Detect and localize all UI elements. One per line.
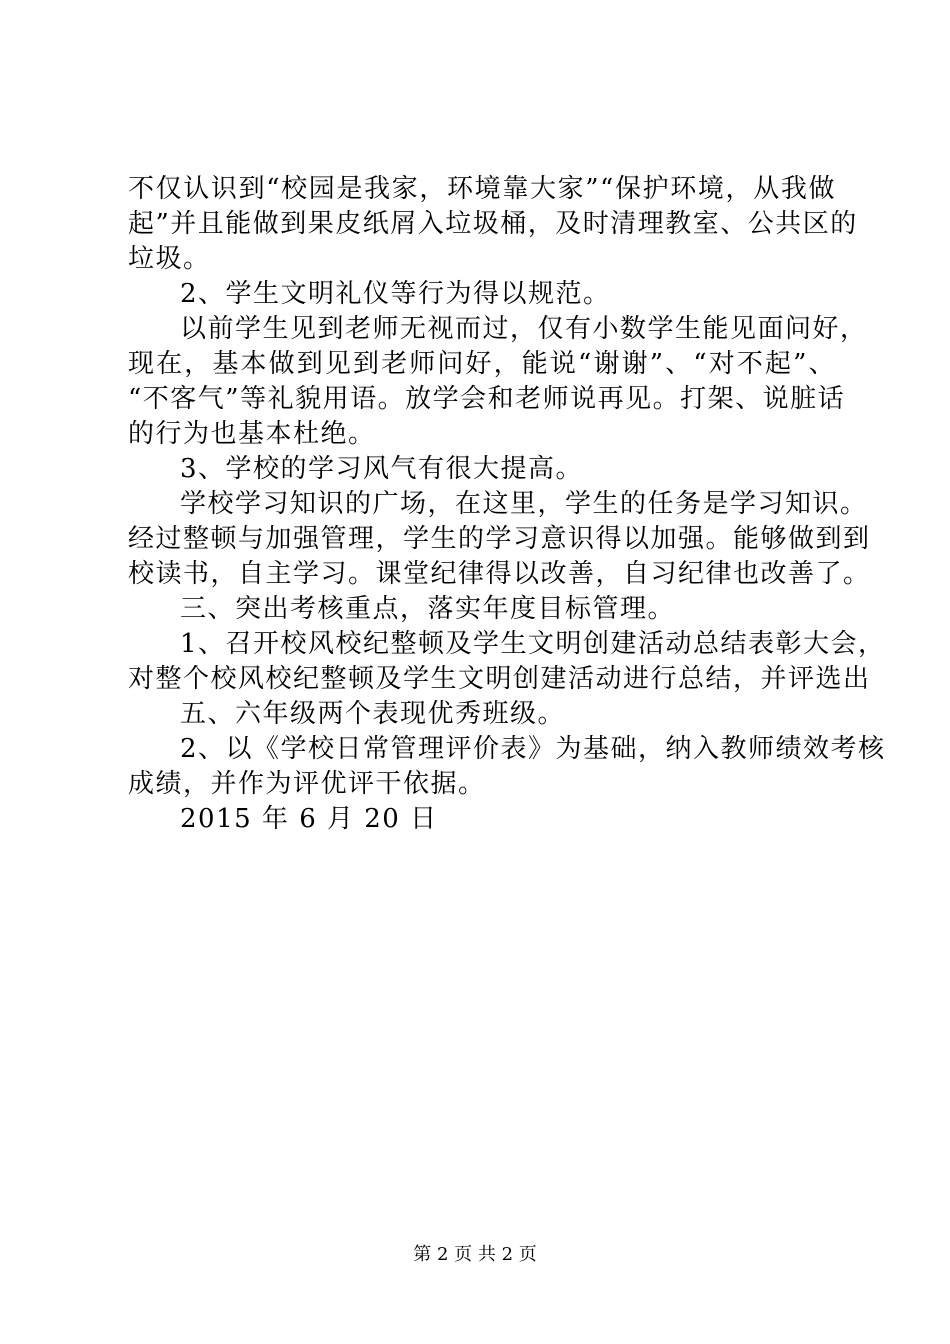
section-heading: 2、学生文明礼仪等行为得以规范。	[180, 279, 611, 309]
paragraph-line: 现在，基本做到见到老师问好，能说“谢谢”、“对不起”、	[128, 349, 836, 379]
section-heading: 三、突出考核重点，落实年度目标管理。	[180, 594, 676, 624]
paragraph-line: 校读书，自主学习。课堂纪律得以改善，自习纪律也改善了。	[128, 559, 871, 589]
document-body	[128, 172, 886, 837]
paragraph-line: 成绩，并作为评优评干依据。	[128, 769, 486, 799]
paragraph-line: 五、六年级两个表现优秀班级。	[180, 699, 566, 729]
paragraph-line: 2、以《学校日常管理评价表》为基础，纳入教师绩效考核	[180, 734, 886, 764]
paragraph-line: 学校学习知识的广场，在这里，学生的任务是学习知识。	[180, 489, 868, 519]
paragraph-line: 垃圾。	[128, 244, 211, 274]
paragraph-line: 对整个校风校纪整顿及学生文明创建活动进行总结，并评选出	[128, 664, 871, 694]
paragraph-line: 起”并且能做到果皮纸屑入垃圾桶，及时清理教室、公共区的	[128, 209, 858, 239]
paragraph-line: 1、召开校风校纪整顿及学生文明创建活动总结表彰大会，	[180, 629, 886, 659]
paragraph-line: “不客气”等礼貌用语。放学会和老师说再见。打架、说脏话	[128, 384, 846, 414]
paragraph-line: 以前学生见到老师无视而过，仅有小数学生能见面问好，	[180, 314, 868, 344]
paragraph-line: 经过整顿与加强管理，学生的学习意识得以加强。能够做到到	[128, 524, 871, 554]
page-footer: 第 2 页 共 2 页	[413, 1244, 537, 1265]
section-heading: 3、学校的学习风气有很大提高。	[180, 454, 584, 484]
paragraph-line: 的行为也基本杜绝。	[128, 419, 376, 449]
paragraph-line: 不仅认识到“校园是我家，环境靠大家”“保护环境，从我做	[128, 174, 836, 204]
document-date: 2015 年 6 月 20 日	[180, 804, 438, 834]
